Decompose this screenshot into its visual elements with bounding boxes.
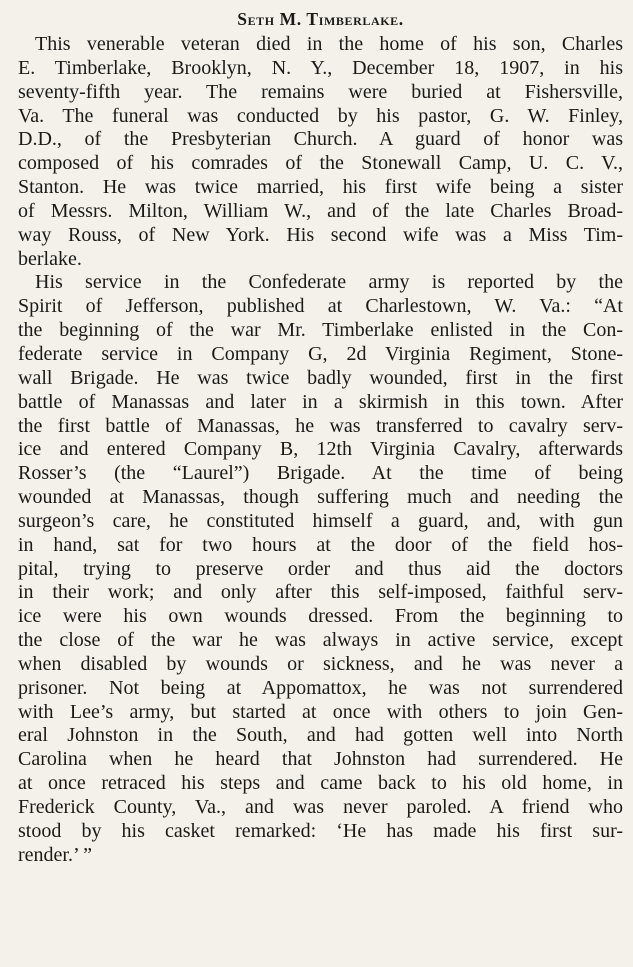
text-line: Spirit of Jefferson, published at Charlestown, W. Va.: “At bbox=[18, 295, 623, 318]
text-line: Frederick County, Va., and was never paroled. A friend who bbox=[18, 796, 623, 818]
text-line: ice were his own wounds dressed. From the beginning to bbox=[18, 605, 623, 628]
text-line: the close of the war he was always in active service, except bbox=[18, 629, 623, 652]
text-line: with Lee’s army, but started at once with others to join Gen- bbox=[18, 700, 623, 723]
text-line: ice and entered Company B, 12th Virginia Cavalry, afterwards bbox=[18, 438, 623, 461]
text-line: surgeon’s care, he constituted himself a guard, and, with gun bbox=[18, 509, 623, 532]
text-line: D.D., of the Presbyterian Church. A guard of honor was bbox=[18, 128, 623, 151]
text-line: pital, trying to preserve order and thus aid the doctors bbox=[18, 557, 623, 580]
text-line: eral Johnston in the South, and had gotten well into North bbox=[18, 724, 623, 747]
text-line: seventy-fifth year. The remains were buried at Fishersville, bbox=[18, 80, 623, 103]
text-line: This venerable veteran died in the home of his son, Charles bbox=[35, 33, 623, 55]
text-line: E. Timberlake, Brooklyn, N. Y., December 18, 1907, in his bbox=[18, 56, 623, 79]
text-line: federate service in Company G, 2d Virginia Regiment, Stone- bbox=[18, 342, 623, 365]
text-line: His service in the Confederate army is reported by the bbox=[35, 271, 623, 294]
text-line: wounded at Manassas, though suffering much and needing the bbox=[18, 486, 623, 509]
text-line: berlake. bbox=[18, 247, 82, 270]
text-line: wall Brigade. He was twice badly wounded, first in the first bbox=[18, 366, 623, 389]
text-line: Stanton. He was twice married, his first wife being a sister bbox=[18, 176, 623, 199]
text-line: the first battle of Manassas, he was transferred to cavalry serv- bbox=[18, 414, 623, 437]
text-line: in their work; and only after this self-imposed, faithful serv- bbox=[18, 581, 623, 604]
text-line: Carolina when he heard that Johnston had surrendered. He bbox=[18, 748, 623, 771]
obituary-heading: Seth M. Timberlake. bbox=[237, 9, 404, 29]
text-line: battle of Manassas and later in a skirmish in this town. After bbox=[18, 390, 623, 413]
paragraph bbox=[18, 33, 623, 271]
obituary-body bbox=[18, 33, 623, 868]
text-line: Rosser’s (the “Laurel”) Brigade. At the time of being bbox=[18, 462, 623, 485]
text-line: composed of his comrades of the Stonewall Camp, U. C. V., bbox=[18, 152, 623, 175]
paragraph bbox=[18, 271, 623, 867]
text-line: when disabled by wounds or sickness, and he was never a bbox=[18, 652, 623, 675]
text-line: in hand, sat for two hours at the door of the field hos- bbox=[18, 533, 623, 556]
text-line: the beginning of the war Mr. Timberlake enlisted in the Con- bbox=[18, 319, 623, 342]
text-line: prisoner. Not being at Appomattox, he was not surrendered bbox=[18, 676, 623, 699]
text-line: way Rouss, of New York. His second wife was a Miss Tim- bbox=[18, 223, 623, 246]
text-line: at once retraced his steps and came back to his old home, in bbox=[18, 772, 623, 795]
text-line: render.’ ” bbox=[18, 843, 93, 866]
text-line: stood by his casket remarked: ‘He has made his first sur- bbox=[18, 819, 623, 842]
text-line: Va. The funeral was conducted by his pastor, G. W. Finley, bbox=[18, 104, 623, 127]
text-line: of Messrs. Milton, William W., and of the late Charles Broad- bbox=[18, 199, 623, 222]
